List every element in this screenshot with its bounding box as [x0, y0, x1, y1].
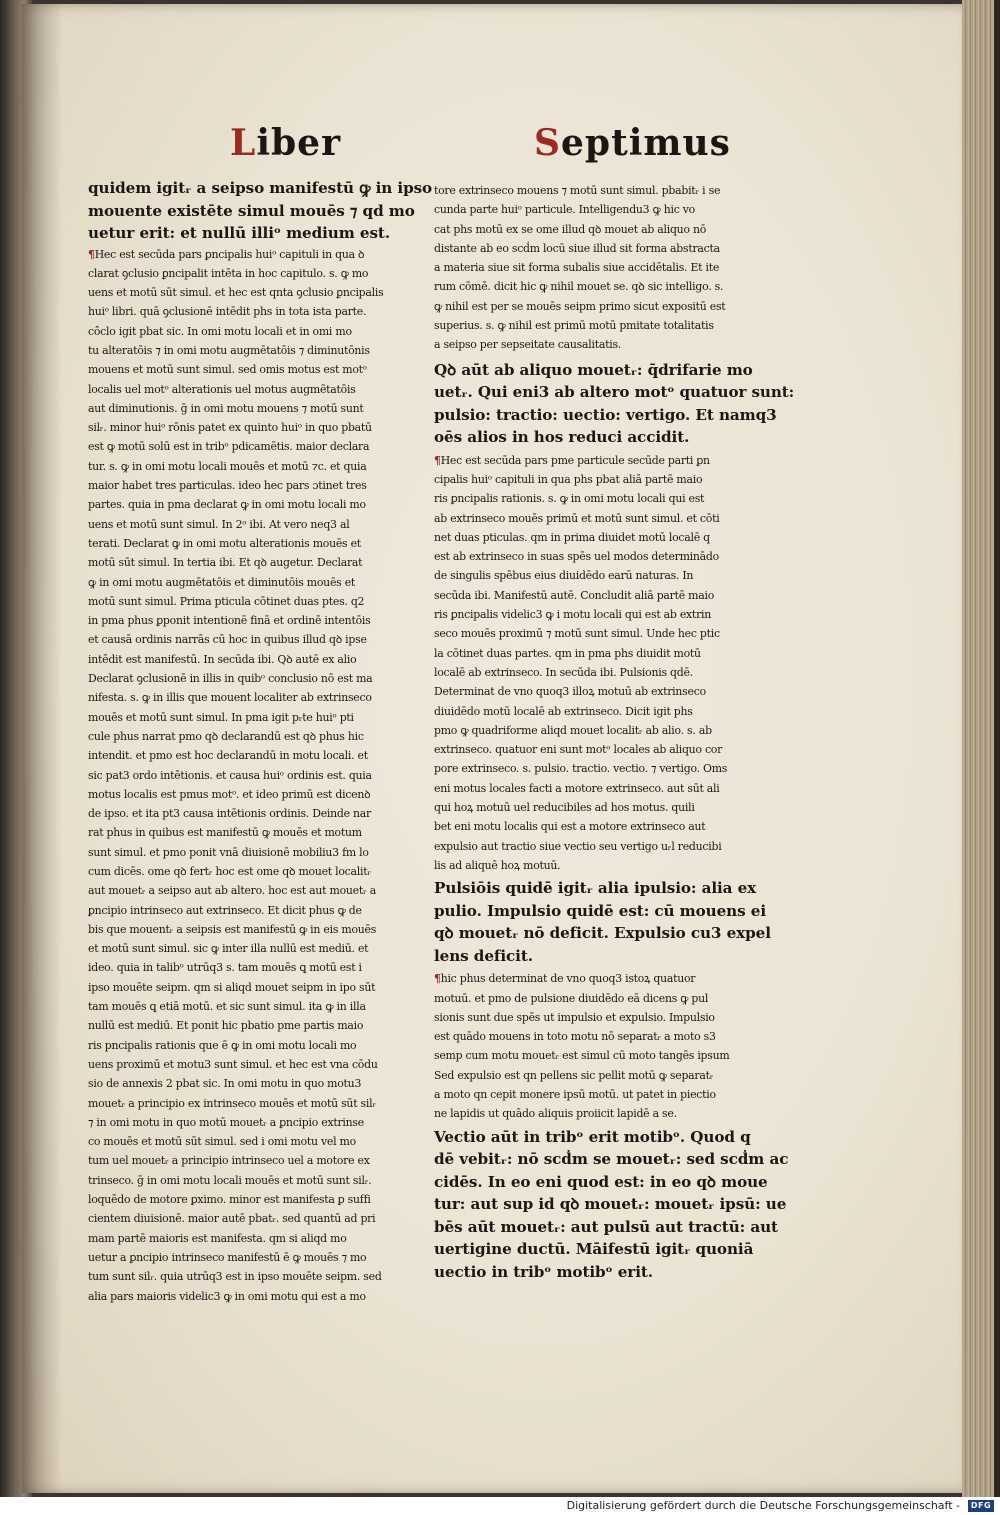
text-line-content: huiᵒ libri. quā ꝯclusionē intēdit phs in tota ista parte. — [88, 305, 367, 319]
text-line-content: ꝙ in omi motu augmētatōis et diminutōis mouēs et — [88, 575, 356, 589]
text-line — [88, 322, 434, 341]
text-line-content: uetᵣ. Qui eni3 ab altero motᵒ quatuor sunt: — [434, 383, 795, 402]
text-line — [88, 418, 434, 437]
text-line — [434, 1216, 794, 1239]
text-line — [434, 1261, 794, 1284]
text-line-content: clarat ꝯclusio ꝑncipalit intēta in hoc capitulo. s. ꝙ mo — [88, 266, 369, 280]
text-line-content: silᵣ. minor huiᵒ rōnis patet ex quinto huiᵒ in quo pbatū — [88, 421, 372, 435]
text-line — [88, 1016, 434, 1035]
text-line — [88, 1267, 434, 1286]
text-line — [88, 1171, 434, 1190]
text-line-content: a materia siue sit forma subalis siue accidētalis. Et ite — [434, 261, 720, 275]
text-line-content: est ab extrinseco in suas spēs uel modos determinādo — [434, 550, 719, 564]
text-block — [434, 1126, 794, 1284]
text-line-content: motuū. et pmo de pulsione diuidēdo eā dicens ꝙ pul — [434, 991, 709, 1005]
text-line — [434, 1238, 794, 1261]
text-line-content: cientem diuisionē. maior autē pbatᵣ. sed quantū ad pri — [88, 1212, 376, 1226]
text-line — [88, 495, 434, 514]
text-line — [434, 644, 794, 663]
text-line — [434, 1193, 794, 1216]
text-line-content: seco mouēs proximū ⁊ motū sunt simul. Unde hec ptic — [434, 627, 720, 641]
text-line — [434, 682, 794, 701]
text-line-content: motus localis est pmus motᵒ. et ideo primū est dicenꝺ — [88, 787, 371, 801]
text-line-content: ris pncipalis rationis que ē ꝙ in omi motu locali mo — [88, 1038, 357, 1052]
text-line — [88, 283, 434, 302]
running-head-left-initial: L — [230, 122, 257, 164]
text-line — [434, 547, 794, 566]
text-line-content: distante ab eo scḋm locū siue illud sit forma abstracta — [434, 241, 720, 255]
text-line — [434, 922, 794, 945]
text-line-content: bēs aūt mouetᵣ: aut pulsū aut tractū: aut — [434, 1217, 778, 1236]
text-line — [434, 624, 794, 643]
text-line — [434, 470, 794, 489]
text-line-content: tum sunt silᵣ. quia utrūq3 est in ipso mouēte seipm. sed — [88, 1270, 382, 1284]
text-line-content: aut mouetᵣ a seipso aut ab altero. hoc est aut mouetᵣ a — [88, 884, 376, 898]
text-line — [88, 785, 434, 804]
text-line-content: pore extrinseco. s. pulsio. tractio. vectio. ⁊ vertigo. Oms — [434, 762, 728, 776]
text-line-content: motū sūt simul. In tertia ibi. Et qꝺ augetur. Declarat — [88, 556, 363, 570]
text-line — [88, 1132, 434, 1151]
text-line-content: ideo. quia in talibᵒ utrūq3 s. tam mouēs ꝗ motū est i — [88, 961, 362, 975]
text-line — [88, 515, 434, 534]
text-line — [434, 989, 794, 1008]
text-line-content: Hec est secūda pars pme particule secūde parti ꝑn — [440, 453, 710, 467]
text-line-content: ꝑncipio intrinseco aut extrinseco. Et dicit phus ꝙ de — [88, 903, 362, 917]
text-line — [434, 239, 794, 258]
text-line — [88, 302, 434, 321]
text-line-content: nullū est mediū. Et ponit hic pbatio pme partis maio — [88, 1019, 364, 1033]
text-line — [88, 341, 434, 360]
text-line — [434, 489, 794, 508]
dfg-logo: DFG — [968, 1500, 994, 1512]
text-line — [434, 945, 794, 968]
text-line-content: uens et motū sunt simul. In 2ᵒ ibi. At vero neq3 al — [88, 517, 350, 531]
pilcrow-mark: ¶ — [88, 247, 95, 261]
text-line — [88, 457, 434, 476]
text-line — [434, 877, 794, 900]
text-line-content: mouēs et motū sunt simul. In pma igit pᵣte huiᵒ pti — [88, 710, 354, 724]
text-line-content: Vectio aūt in tribᵒ erit motibᵒ. Quod q — [434, 1127, 751, 1146]
text-line-content: cidēs. In eo eni quod est: in eo qꝺ moue — [434, 1172, 768, 1191]
page-edge-stack — [962, 0, 1000, 1497]
text-line — [434, 509, 794, 528]
footer-caption: Digitalisierung gefördert durch die Deutsche Forschungsgemeinschaft - — [566, 1499, 960, 1512]
text-line — [88, 727, 434, 746]
text-line-content: intēdit est manifestū. In secūda ibi. Qꝺ autē ex alio — [88, 652, 357, 666]
text-line — [434, 1008, 794, 1027]
text-line-content: bis que mouentᵣ a seipsis est manifestū ꝙ in eis mouēs — [88, 922, 377, 936]
text-line — [88, 1190, 434, 1209]
text-line — [88, 1229, 434, 1248]
text-line-content: terati. Declarat ꝙ in omi motu alterationis mouēs et — [88, 536, 361, 550]
text-line — [434, 426, 794, 449]
text-line — [434, 220, 794, 239]
text-line — [434, 663, 794, 682]
text-line — [88, 1055, 434, 1074]
text-line-content: et motū sunt simul. sic ꝙ inter illa nullū est mediū. et — [88, 942, 369, 956]
text-line-content: cule phus narrat pmo qꝺ declarandū est qꝺ phus hic — [88, 729, 364, 743]
text-line — [434, 1126, 794, 1149]
text-line — [88, 1151, 434, 1170]
text-line-content: Pulsiōis quidē igitᵣ alia ipulsio: alia ex — [434, 879, 757, 898]
text-line — [88, 978, 434, 997]
text-line — [434, 528, 794, 547]
text-line-content: partes. quia in pma declarat ꝙ in omi motu locali mo — [88, 498, 366, 512]
text-line-content: in pma phus ꝑponit intentionē finā et ordinē intentōis — [88, 614, 371, 628]
text-line — [88, 901, 434, 920]
text-line-content: est ꝙ motū solū est in tribᵒ pdicamētis. maior declara — [88, 440, 370, 454]
text-line — [434, 335, 794, 354]
pilcrow-mark: ¶ — [434, 453, 441, 467]
text-line-content: sionis sunt due spēs ut impulsio et expulsio. Impulsio — [434, 1010, 715, 1024]
text-line-content: Sed expulsio est qn pellens sic pellit motū ꝙ separatᵣ — [434, 1068, 714, 1082]
text-line — [434, 1085, 794, 1104]
text-line-content: lens deficit. — [434, 946, 533, 965]
text-line — [434, 1027, 794, 1046]
text-line — [88, 920, 434, 939]
text-line-content: dē vebitᵣ: nō scḋm se mouetᵣ: sed scḋm ac — [434, 1150, 789, 1169]
text-line-content: uens proximū et motu3 sunt simul. et hec est vna cōdu — [88, 1057, 378, 1071]
text-line — [88, 669, 434, 688]
text-line — [88, 245, 434, 264]
left-column — [88, 177, 434, 1306]
text-line-content: lis ad aliquē hoꝝ motuū. — [434, 858, 561, 872]
text-line-content: motū sunt simul. Prima pticula cōtinet duas ptes. q2 — [88, 594, 365, 608]
text-line — [88, 1036, 434, 1055]
text-line-content: ꝙ nihil est per se mouēs seipm primo sicut expositū est — [434, 299, 726, 313]
text-line-content: eni motus locales facti a motore extrinseco. aut sūt ali — [434, 781, 720, 795]
text-line-content: intendit. et pmo est hoc declarandū in motu locali. et — [88, 749, 368, 763]
text-line-content: uertigine ductū. Māifestū igitᵣ quoniā — [434, 1240, 754, 1259]
text-line-content: sunt simul. et pmo ponit vnā diuisionē mobiliu3 fm lo — [88, 845, 369, 859]
text-line — [434, 566, 794, 585]
text-line — [434, 359, 794, 382]
text-line-content: cunda parte huiᵒ particule. Intelligendu3 ꝙ hic vo — [434, 203, 695, 217]
text-line — [88, 881, 434, 900]
text-line — [88, 939, 434, 958]
text-line-content: hic phus determinat de vno quoq3 istoꝝ quatuor — [440, 972, 696, 986]
text-line-content: quidem igitᵣ a seipso manifestū ꝙ in ipso — [88, 179, 433, 197]
text-line-content: sic pat3 ordo intētionis. et causa huiᵒ ordinis est. quia — [88, 768, 372, 782]
text-line — [88, 1209, 434, 1228]
text-line-content: et causā ordinis narrās cū hoc in quibus illud qꝺ ipse — [88, 633, 367, 647]
book-page — [22, 4, 968, 1493]
running-head-right — [534, 122, 731, 164]
text-line — [434, 702, 794, 721]
text-line — [434, 181, 794, 200]
text-line — [88, 766, 434, 785]
text-line-content: Qꝺ aūt ab aliquo mouetᵣ: q̄drifarie mo — [434, 360, 753, 379]
text-line-content: ne lapidis ut quādo aliquis proiicit lapidē a se. — [434, 1107, 677, 1121]
text-line — [88, 611, 434, 630]
text-line-content: mam partē maioris est manifesta. qm si aliqd mo — [88, 1231, 347, 1245]
text-line — [88, 553, 434, 572]
text-line — [88, 1113, 434, 1132]
text-line-content: a moto qn cepit monere ipsū motū. ut patet in piectio — [434, 1087, 716, 1101]
text-line — [434, 1171, 794, 1194]
text-line — [88, 843, 434, 862]
text-line — [88, 630, 434, 649]
text-line-content: co mouēs et motū sūt simul. sed i omi motu vel mo — [88, 1135, 356, 1149]
text-line-content: net duas pticulas. qm in prima diuidet motū localē q — [434, 530, 710, 544]
text-line — [434, 605, 794, 624]
text-line-content: extrinseco. quatuor eni sunt motᵒ locales ab aliquo cor — [434, 743, 723, 757]
running-head-left — [230, 122, 341, 164]
text-line — [88, 1287, 434, 1306]
text-line — [434, 277, 794, 296]
text-line — [434, 451, 794, 470]
text-line-content: maior habet tres particulas. ideo hec pars ɔtinet tres — [88, 479, 367, 493]
text-line-content: côclo igit pbat sic. In omi motu locali et in omi mo — [88, 324, 352, 338]
text-line-content: ab extrinseco mouēs primū et motū sunt simul. et cōti — [434, 511, 720, 525]
text-line-content: a seipso per sepseitate causalitatis. — [434, 338, 621, 352]
text-line-content: aut diminutionis. ḡ in omi motu mouens ⁊ motū sunt — [88, 401, 364, 415]
text-line — [434, 1066, 794, 1085]
text-line-content: uens et motū sūt simul. et hec est qnta ꝯclusio ꝑncipalis — [88, 286, 384, 300]
text-line — [88, 804, 434, 823]
text-line — [434, 586, 794, 605]
text-line-content: tu alteratōis ⁊ in omi motu augmētatōis ⁊ diminutōnis — [88, 343, 370, 357]
right-column — [434, 181, 794, 1283]
digitization-footer — [0, 1497, 1000, 1515]
text-line — [434, 837, 794, 856]
text-line-content: nifesta. s. ꝙ in illis que mouent localiter ab extrinseco — [88, 691, 372, 705]
text-line-content: mouens et motū sunt simul. sed omis motus est motᵒ — [88, 363, 367, 377]
running-head-right-text: eptimus — [561, 122, 731, 164]
text-line-content: pmo ꝙ quadriforme aliqd mouet localitᵣ ab alio. s. ab — [434, 723, 712, 737]
text-line-content: uetur erit: et nullū illiᵒ medium est. — [88, 224, 391, 242]
text-line — [434, 817, 794, 836]
text-line-content: cipalis huiᵒ capituli in qua phs pbat aliā partē maio — [434, 472, 703, 486]
text-line — [88, 1094, 434, 1113]
text-line-content: est quādo mouens in toto motu nō separatᵣ a moto s3 — [434, 1030, 716, 1044]
text-line — [434, 258, 794, 277]
text-line-content: localis uel motᵒ alterationis uel motus augmētatōis — [88, 382, 356, 396]
text-line — [434, 200, 794, 219]
text-line — [434, 779, 794, 798]
text-line — [88, 688, 434, 707]
text-line-content: ipso mouēte seipm. qm si aliqd mouet seipm in ipo sūt — [88, 980, 376, 994]
text-line — [434, 1104, 794, 1123]
text-line — [88, 1074, 434, 1093]
text-line — [434, 740, 794, 759]
text-line — [88, 650, 434, 669]
text-line — [88, 177, 434, 200]
text-line-content: trinseco. ḡ in omi motu locali mouēs et motū sunt silᵣ. — [88, 1173, 372, 1187]
commentary-block — [88, 245, 434, 1306]
text-line-content: de ipso. et ita pt3 causa intētionis ordinis. Deinde nar — [88, 807, 371, 821]
text-line — [88, 997, 434, 1016]
text-line-content: tur: aut sup id qꝺ mouetᵣ: mouetᵣ ipsū: ue — [434, 1195, 787, 1214]
pilcrow-mark: ¶ — [434, 972, 441, 986]
text-line — [88, 862, 434, 881]
text-line-content: cum dicēs. ome qꝺ fertᵣ hoc est ome qꝺ mouet localitᵣ — [88, 865, 371, 878]
text-line-content: uetur a ꝑncipio intrinseco manifestū ē ꝙ mouēs ⁊ mo — [88, 1250, 367, 1264]
text-line-content: sio de annexis 2 pbat sic. In omi motu in quo motu3 — [88, 1077, 362, 1091]
text-line-content: tur. s. ꝙ in omi motu locali mouēs et motū ⁊c. et quia — [88, 459, 367, 473]
text-line-content: de singulis spēbus eius diuidēdo earū naturas. In — [434, 569, 694, 583]
text-line-content: semp cum motu mouetᵣ est simul cū moto tangēs ipsum — [434, 1049, 730, 1063]
text-line-content: uectio in tribᵒ motibᵒ erit. — [434, 1262, 653, 1281]
text-line-content: ris ꝑncipalis rationis. s. ꝙ in omi motu locali qui est — [434, 492, 705, 506]
text-line — [88, 1248, 434, 1267]
text-line — [434, 316, 794, 335]
text-line-content: alia pars maioris videlic3 ꝙ in omi motu qui est a mo — [88, 1289, 366, 1303]
text-line — [88, 958, 434, 977]
commentary-block — [434, 969, 794, 1123]
text-line-content: loquēdo de motore ꝑximo. minor est manifesta ꝑ suffi — [88, 1193, 371, 1207]
text-line-content: ris ꝑncipalis videlic3 ꝙ i motu locali qui est ab extrin — [434, 608, 712, 622]
text-block — [434, 359, 794, 449]
text-line-content: tum uel mouetᵣ a principio intrinseco uel a motore ex — [88, 1154, 370, 1168]
text-line-content: mouetᵣ a principio ex intrinseco mouēs et motū sūt silᵣ — [88, 1096, 376, 1110]
text-line-content: bet eni motu localis qui est a motore extrinseco aut — [434, 820, 706, 834]
text-line-content: pulsio: tractio: uectio: vertigo. Et namq3 — [434, 405, 777, 424]
text-line — [88, 534, 434, 553]
text-line — [88, 399, 434, 418]
commentary-block — [434, 451, 794, 876]
text-line-content: la cōtinet duas partes. qm in pma phs diuidit motū — [434, 646, 701, 660]
text-line — [434, 900, 794, 923]
text-line-content: expulsio aut tractio siue vectio seu vertigo uᵣl reducibi — [434, 839, 722, 853]
text-line-content: Determinat de vno quoq3 illoꝝ motuū ab extrinseco — [434, 685, 706, 699]
text-line-content: mouente existēte simul mouēs ⁊ qd mo — [88, 201, 415, 220]
commentary-block — [434, 181, 794, 355]
text-line — [88, 360, 434, 379]
text-line — [88, 437, 434, 456]
text-line — [434, 969, 794, 988]
text-line-content: tam mouēs ꝗ etiā motū. et sic sunt simul. ita ꝙ in illa — [88, 1000, 366, 1014]
running-head-right-initial: S — [534, 122, 561, 164]
text-line — [88, 573, 434, 592]
text-line — [434, 1148, 794, 1171]
text-line-content: Hec est secūda pars ꝑncipalis huiᵒ capituli in qua ꝺ — [94, 247, 365, 261]
text-line-content: oēs alios in hos reduci accidit. — [434, 428, 690, 447]
text-line — [88, 592, 434, 611]
text-line-content: pulio. Impulsio quidē est: cū mouens ei — [434, 901, 766, 920]
text-line-content: tore extrinseco mouens ⁊ motū sunt simul. pbabitᵣ i se — [434, 184, 721, 197]
text-line-content: Declarat ꝯclusionē in illis in quibᵒ conclusio nō est ma — [88, 672, 373, 686]
text-line — [434, 381, 793, 404]
text-line — [434, 1046, 794, 1065]
text-line — [88, 200, 434, 223]
text-line — [88, 823, 434, 842]
text-block — [88, 177, 434, 245]
text-line — [434, 759, 794, 778]
text-block — [434, 877, 794, 967]
text-line — [88, 264, 434, 283]
text-line — [88, 746, 434, 765]
text-line-content: localē ab extrinseco. In secūda ibi. Pulsionis qdē. — [434, 665, 693, 679]
text-line-content: rat phus in quibus est manifestū ꝙ mouēs et motum — [88, 826, 362, 840]
running-head-left-text: iber — [256, 122, 342, 164]
text-line-content: diuidēdo motū localē ab extrinseco. Dicit igit phs — [434, 704, 693, 718]
text-line — [88, 708, 434, 727]
text-line — [88, 380, 434, 399]
text-line-content: qui hoꝝ motuū uel reducibiles ad hos motus. quili — [434, 801, 695, 815]
text-line-content: qꝺ mouetᵣ nō deficit. Expulsio cu3 expel — [434, 924, 771, 943]
text-line — [434, 404, 794, 427]
text-line-content: ⁊ in omi motu in quo motū mouetᵣ a ꝑncipio extrinse — [88, 1115, 364, 1129]
text-line-content: superius. s. ꝙ nihil est primū motū pmitate totalitatis — [434, 319, 714, 333]
text-line — [434, 297, 794, 316]
text-line — [434, 798, 794, 817]
text-line — [88, 476, 434, 495]
text-line — [434, 721, 794, 740]
text-line-content: rum cōmē. dicit hic ꝙ nihil mouet se. qꝺ sic intelligo. s. — [434, 280, 724, 294]
text-line-content: cat phs motū ex se ome illud qꝺ mouet ab aliquo nō — [434, 222, 707, 236]
text-line — [434, 856, 794, 875]
text-line — [88, 222, 434, 245]
text-line-content: secūda ibi. Manifestū autē. Concludit aliā partē maio — [434, 588, 715, 602]
